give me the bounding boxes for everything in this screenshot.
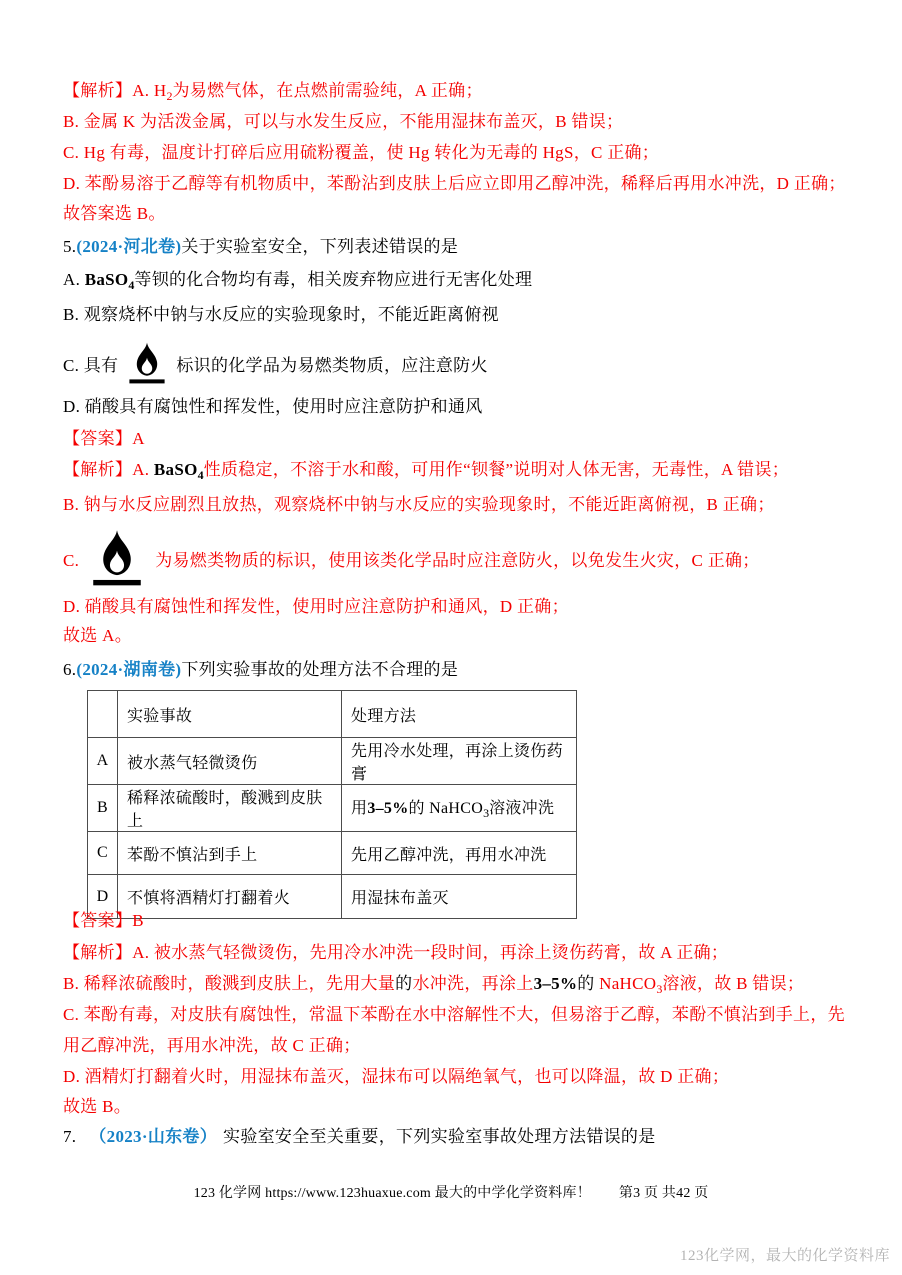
row-key: A — [88, 738, 118, 785]
watermark: 123化学网，最大的化学资料库 — [679, 1248, 890, 1264]
table-row — [88, 832, 577, 875]
q5-option-a — [63, 270, 532, 295]
solution-label: 【解析】A. — [63, 81, 154, 100]
flammable-icon — [127, 341, 167, 389]
formula-h2-subscript: 2 — [166, 89, 173, 103]
q5-solution-line-a — [63, 460, 789, 485]
row-key: B — [88, 785, 118, 832]
q6-answer — [63, 911, 144, 930]
concentration-range: 3–5% — [367, 800, 409, 817]
q6-solution-line-d — [63, 1067, 729, 1086]
q4-solution-line-a — [63, 81, 483, 106]
text-segment: 用 — [351, 800, 368, 817]
answer-value: B — [132, 911, 144, 930]
question-number: 5. — [63, 237, 77, 256]
question-stem: 实验室安全至关重要，下列实验室事故处理方法错误的是 — [223, 1127, 656, 1146]
exam-source-tag: (2024·河北卷) — [76, 237, 182, 256]
text-segment: 故选 B。 — [63, 1097, 132, 1116]
text-segment: D. 苯酚易溶于乙醇等有机物质中，苯酚沾到皮肤上后应立即用乙醇冲洗，稀释后再用水冲洗，D 正确； — [63, 174, 846, 193]
table-row — [88, 738, 577, 785]
accident-cell: 不慎将酒精灯打翻着火 — [118, 875, 342, 919]
column-header-method: 处理方法 — [342, 691, 577, 738]
text-segment: C. Hg 有毒，温度计打碎后应用硫粉覆盖，使 Hg 转化为无毒的 HgS，C 正确； — [63, 143, 660, 162]
text-segment: C. 具有 — [63, 355, 119, 375]
row-key: D — [88, 875, 118, 919]
question7-header — [63, 1127, 656, 1146]
method-cell: 先用乙醇冲洗，再用水冲洗 — [342, 832, 577, 875]
text-segment: 用乙醇冲洗，再用水冲洗，故 C 正确； — [63, 1036, 361, 1055]
solution-label: 【解析】A. — [63, 460, 154, 479]
q4-solution-line-b — [63, 112, 623, 131]
page-footer — [0, 1182, 902, 1202]
question6-header — [63, 660, 458, 679]
text-segment: 为易燃类物质的标识，使用该类化学品时应注意防火，以免发生火灾，C 正确； — [155, 550, 760, 570]
text-segment: C. 苯酚有毒，对皮肤有腐蚀性，常温下苯酚在水中溶解性不大，但易溶于乙醇，苯酚不慎沾到手上，先 — [63, 1005, 845, 1024]
question5-header — [63, 237, 458, 256]
concentration-range: 3–5% — [533, 974, 578, 993]
question-number: 6. — [63, 660, 77, 679]
q4-solution-line-c — [63, 143, 659, 162]
text-segment: B. 观察烧杯中钠与水反应的实验现象时，不能近距离俯视 — [63, 305, 499, 324]
q5-answer — [63, 429, 145, 448]
column-header-accident: 实验事故 — [118, 691, 342, 738]
text-segment: 【解析】A. 被水蒸气轻微烫伤，先用冷水冲洗一段时间，再涂上烫伤药膏，故 A 正确； — [63, 943, 729, 962]
text-segment: 为易燃气体，在点燃前需验纯，A 正确； — [172, 81, 483, 100]
q5-option-d — [63, 397, 483, 416]
text-segment: 标识的化学品为易燃类物质，应注意防火 — [176, 355, 488, 375]
text-segment: 的 — [408, 800, 430, 817]
text-segment: 的 — [395, 974, 413, 993]
exam-source-tag: (2024·湖南卷) — [76, 660, 182, 679]
text-segment: D. 酒精灯打翻着火时，用湿抹布盖灭，湿抹布可以隔绝氧气，也可以降温，故 D 正确； — [63, 1067, 730, 1086]
q5-option-c — [63, 336, 488, 394]
q6-accident-table — [87, 690, 577, 919]
q6-solution-line-a — [63, 943, 728, 962]
text-segment: 故选 A。 — [63, 626, 133, 645]
text-segment: D. 硝酸具有腐蚀性和挥发性，使用时应注意防护和通风，D 正确； — [63, 597, 569, 616]
text-segment: 的 — [577, 974, 600, 993]
page-number: 第3 页 共42 页 — [618, 1186, 709, 1201]
accident-cell: 被水蒸气轻微烫伤 — [118, 738, 342, 785]
formula-h2: H — [153, 81, 167, 100]
q5-option-b — [63, 305, 499, 324]
formula-baso4: BaSO — [84, 270, 129, 289]
formula-nahco3: NaHCO — [599, 974, 657, 993]
formula-baso4-subscript: 4 — [128, 278, 135, 292]
accident-cell: 稀释浓硫酸时，酸溅到皮肤上 — [118, 785, 342, 832]
formula-nahco3: NaHCO — [429, 800, 484, 817]
formula-baso4-subscript: 4 — [197, 468, 204, 482]
method-cell: 用湿抹布盖灭 — [342, 875, 577, 919]
q4-solution-conclusion — [63, 204, 166, 223]
corner-cell — [88, 691, 118, 738]
flammable-icon — [90, 529, 144, 592]
exam-source-tag: （2023·山东卷） — [89, 1127, 218, 1146]
answer-label: 【答案】 — [63, 429, 133, 448]
method-cell: 先用冷水处理，再涂上烫伤药膏 — [342, 738, 577, 785]
text-segment: 性质稳定，不溶于水和酸，可用作“钡餐”说明对人体无害，无毒性，A 错误； — [203, 460, 790, 479]
formula-baso4: BaSO — [153, 460, 198, 479]
text-segment: B. 稀释浓硫酸时，酸溅到皮肤上，先用大量 — [63, 974, 396, 993]
answer-label: 【答案】 — [63, 911, 133, 930]
option-letter: A. — [63, 270, 85, 289]
q5-solution-conclusion — [63, 626, 132, 645]
question-number: 7. — [63, 1127, 77, 1146]
method-cell — [342, 785, 577, 832]
table-row — [88, 785, 577, 832]
text-segment: D. 硝酸具有腐蚀性和挥发性，使用时应注意防护和通风 — [63, 397, 483, 416]
q6-solution-line-c2 — [63, 1036, 361, 1055]
q6-solution-conclusion — [63, 1097, 131, 1116]
text-segment: 等钡的化合物均有毒，相关废弃物应进行无害化处理 — [134, 270, 533, 289]
q5-solution-line-b — [63, 495, 775, 514]
q5-solution-line-d — [63, 597, 569, 616]
q6-solution-line-c1 — [63, 1005, 845, 1024]
text-segment: 溶液，故 B 错误； — [662, 974, 805, 993]
table-header-row — [88, 691, 577, 738]
option-letter: C. — [63, 550, 80, 570]
text-segment: 故答案选 B。 — [63, 204, 166, 223]
text-segment: B. 金属 K 为活泼金属，可以与水发生反应，不能用湿抹布盖灭，B 错误； — [63, 112, 624, 131]
footer-site-info: 123 化学网 https://www.123huaxue.com 最大的中学化学资料库！ — [193, 1186, 591, 1201]
text-segment: B. 钠与水反应剧烈且放热，观察烧杯中钠与水反应的实验现象时，不能近距离俯视，B 正确； — [63, 495, 775, 514]
formula-nahco3-subscript: 3 — [656, 982, 663, 996]
q5-solution-line-c — [63, 527, 760, 593]
q4-solution-line-d — [63, 174, 846, 193]
q6-solution-line-b — [63, 974, 804, 999]
table-row — [88, 875, 577, 919]
accident-cell: 苯酚不慎沾到手上 — [118, 832, 342, 875]
text-segment: 水冲洗，再涂上 — [412, 974, 534, 993]
answer-value: A — [132, 429, 145, 448]
question-stem: 下列实验事故的处理方法不合理的是 — [181, 660, 459, 679]
question-stem: 关于实验室安全，下列表述错误的是 — [181, 237, 459, 256]
text-segment: 溶液冲洗 — [489, 800, 555, 817]
row-key: C — [88, 832, 118, 875]
formula-nahco3-subscript: 3 — [483, 806, 490, 820]
